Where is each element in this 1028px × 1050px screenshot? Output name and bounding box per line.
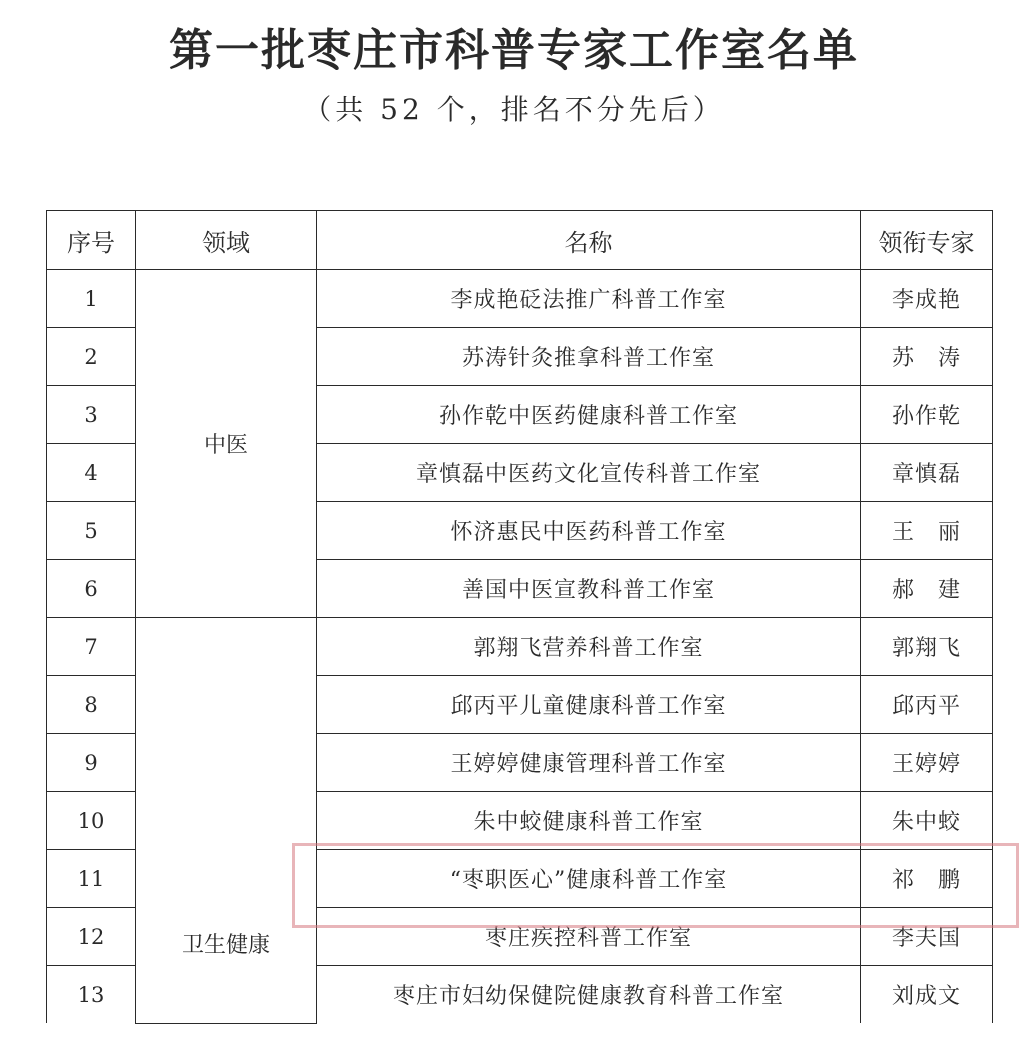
studio-name: 枣庄市妇幼保健院健康教育科普工作室 — [317, 966, 861, 1024]
studio-name: 苏涛针灸推拿科普工作室 — [317, 328, 861, 386]
lead-expert: 李夫国 — [861, 908, 993, 966]
row-no: 11 — [47, 850, 136, 908]
studio-name: 朱中蛟健康科普工作室 — [317, 792, 861, 850]
row-no: 9 — [47, 734, 136, 792]
lead-expert: 刘成文 — [861, 966, 993, 1024]
studio-name: 郭翔飞营养科普工作室 — [317, 618, 861, 676]
studio-name: 章慎磊中医药文化宣传科普工作室 — [317, 444, 861, 502]
lead-expert: 王 丽 — [861, 502, 993, 560]
row-no: 3 — [47, 386, 136, 444]
studio-name: 邱丙平儿童健康科普工作室 — [317, 676, 861, 734]
header-expert: 领衔专家 — [861, 211, 993, 270]
header-name: 名称 — [317, 211, 861, 270]
row-no: 10 — [47, 792, 136, 850]
row-no: 1 — [47, 270, 136, 328]
row-no: 8 — [47, 676, 136, 734]
row-no: 7 — [47, 618, 136, 676]
studio-name: 孙作乾中医药健康科普工作室 — [317, 386, 861, 444]
lead-expert: 孙作乾 — [861, 386, 993, 444]
studio-name: 善国中医宣教科普工作室 — [317, 560, 861, 618]
studio-name: “枣职医心”健康科普工作室 — [317, 850, 861, 908]
row-no: 4 — [47, 444, 136, 502]
studio-list-table — [46, 210, 993, 1024]
studio-name: 王婷婷健康管理科普工作室 — [317, 734, 861, 792]
row-no: 6 — [47, 560, 136, 618]
lead-expert: 王婷婷 — [861, 734, 993, 792]
lead-expert: 邱丙平 — [861, 676, 993, 734]
studio-name: 枣庄疾控科普工作室 — [317, 908, 861, 966]
table-row — [47, 618, 993, 676]
lead-expert: 李成艳 — [861, 270, 993, 328]
row-no: 5 — [47, 502, 136, 560]
lead-expert: 郝 建 — [861, 560, 993, 618]
row-no: 12 — [47, 908, 136, 966]
studio-name: 怀济惠民中医药科普工作室 — [317, 502, 861, 560]
lead-expert: 苏 涛 — [861, 328, 993, 386]
lead-expert: 章慎磊 — [861, 444, 993, 502]
studio-name: 李成艳砭法推广科普工作室 — [317, 270, 861, 328]
row-no: 13 — [47, 966, 136, 1024]
field-cell-tcm: 中医 — [136, 270, 317, 618]
field-cell-health: 卫生健康 — [136, 618, 317, 1024]
lead-expert: 郭翔飞 — [861, 618, 993, 676]
header-no: 序号 — [47, 211, 136, 270]
document-title: 第一批枣庄市科普专家工作室名单 — [169, 25, 859, 76]
lead-expert: 祁 鹏 — [861, 850, 993, 908]
table-header-row — [47, 211, 993, 270]
lead-expert: 朱中蛟 — [861, 792, 993, 850]
header-field: 领域 — [136, 211, 317, 270]
table-row — [47, 270, 993, 328]
document-subtitle: （共 52 个，排名不分先后） — [303, 93, 725, 126]
row-no: 2 — [47, 328, 136, 386]
